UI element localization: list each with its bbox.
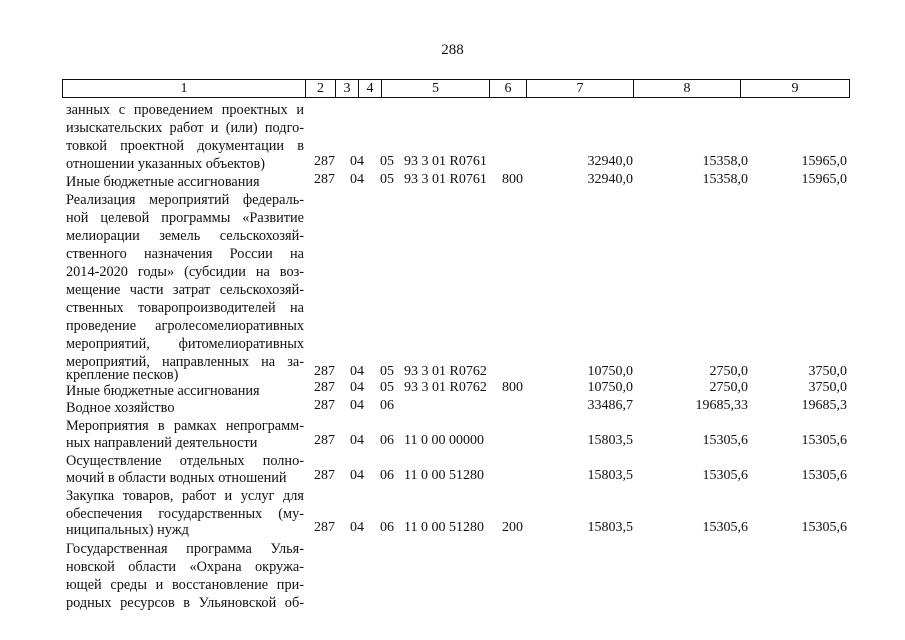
row-code-c2: 287 <box>314 172 335 187</box>
description-line: мероприятий, фитомелиоративных <box>66 336 304 352</box>
row-code-c5: 11 0 00 00000 <box>404 433 484 448</box>
row-code-c2: 287 <box>314 520 335 535</box>
header-col-1: 1 <box>63 80 306 97</box>
row-amount-c9: 15965,0 <box>801 154 847 169</box>
header-col-3: 3 <box>336 80 359 97</box>
description-line: Мероприятия в рамках непрограмм- <box>66 418 304 434</box>
header-col-9: 9 <box>791 81 799 96</box>
row-code-c2: 287 <box>314 433 335 448</box>
description-line: занных с проведением проектных и <box>66 102 304 118</box>
row-code-c4: 05 <box>380 380 394 395</box>
row-code-c6: 800 <box>502 380 523 395</box>
row-amount-c7: 15803,5 <box>587 520 633 535</box>
header-col-7: 7 <box>527 80 634 97</box>
row-code-c4: 05 <box>380 364 394 379</box>
row-amount-c7: 33486,7 <box>587 398 633 413</box>
row-amount-c9: 15305,6 <box>801 468 847 483</box>
row-amount-c9: 15965,0 <box>801 172 847 187</box>
row-code-c3: 04 <box>350 172 364 187</box>
row-amount-c8: 15305,6 <box>702 468 748 483</box>
row-amount-c9: 3750,0 <box>808 380 847 395</box>
description-line: Водное хозяйство <box>66 400 175 416</box>
row-code-c2: 287 <box>314 364 335 379</box>
row-code-c3: 04 <box>350 154 364 169</box>
row-code-c5: 93 3 01 R0762 <box>404 364 487 379</box>
row-amount-c9: 3750,0 <box>808 364 847 379</box>
row-amount-c8: 2750,0 <box>709 364 748 379</box>
header-col-8: 8 <box>634 80 741 97</box>
description-line: мелиорации земель сельскохозяй- <box>66 228 304 244</box>
row-code-c5: 11 0 00 51280 <box>404 468 484 483</box>
description-line: ственных товаропроизводителей на <box>66 300 304 316</box>
description-line: ных направлений деятельности <box>66 435 258 451</box>
row-code-c4: 05 <box>380 172 394 187</box>
description-line: товкой проектной документации в <box>66 138 304 154</box>
row-amount-c7: 15803,5 <box>587 468 633 483</box>
row-code-c2: 287 <box>314 154 335 169</box>
row-amount-c7: 10750,0 <box>587 364 633 379</box>
row-amount-c9: 15305,6 <box>801 520 847 535</box>
description-line: новской области «Охрана окружа- <box>66 559 304 575</box>
page-number: 288 <box>441 42 464 58</box>
description-line: изыскательских работ и (или) подго- <box>66 120 304 136</box>
description-line: Осуществление отдельных полно- <box>66 453 304 469</box>
row-code-c6: 800 <box>502 172 523 187</box>
row-amount-c8: 15305,6 <box>702 433 748 448</box>
row-code-c3: 04 <box>350 468 364 483</box>
row-code-c3: 04 <box>350 398 364 413</box>
row-code-c5: 93 3 01 R0761 <box>404 172 487 187</box>
description-line: родных ресурсов в Ульяновской об- <box>66 595 304 611</box>
description-line: Реализация мероприятий федераль- <box>66 192 304 208</box>
description-line: ниципальных) нужд <box>66 522 189 538</box>
description-line: отношении указанных объектов) <box>66 156 266 172</box>
row-amount-c7: 32940,0 <box>587 172 633 187</box>
row-code-c4: 06 <box>380 433 394 448</box>
description-line: мочий в области водных отношений <box>66 470 287 486</box>
description-line: 2014-2020 годы» (субсидии на воз- <box>66 264 304 280</box>
row-amount-c9: 15305,6 <box>801 433 847 448</box>
row-amount-c7: 32940,0 <box>587 154 633 169</box>
description-line: мероприятий, направленных на за- <box>66 354 304 370</box>
row-code-c6: 200 <box>502 520 523 535</box>
row-code-c4: 06 <box>380 468 394 483</box>
row-code-c3: 04 <box>350 433 364 448</box>
description-line: ственного назначения России на <box>66 246 304 262</box>
header-col-4: 4 <box>359 80 382 97</box>
row-code-c3: 04 <box>350 520 364 535</box>
header-col-5: 5 <box>382 80 490 97</box>
row-amount-c8: 15358,0 <box>702 154 748 169</box>
row-amount-c8: 15305,6 <box>702 520 748 535</box>
row-amount-c7: 10750,0 <box>587 380 633 395</box>
row-code-c5: 93 3 01 R0761 <box>404 154 487 169</box>
description-line: ющей среды и восстановление при- <box>66 577 304 593</box>
description-line: обеспечения государственных (му- <box>66 506 304 522</box>
row-code-c2: 287 <box>314 380 335 395</box>
description-line: Закупка товаров, работ и услуг для <box>66 488 304 504</box>
row-code-c2: 287 <box>314 398 335 413</box>
row-code-c5: 11 0 00 51280 <box>404 520 484 535</box>
row-amount-c8: 2750,0 <box>709 380 748 395</box>
row-code-c5: 93 3 01 R0762 <box>404 380 487 395</box>
description-line: мещение части затрат сельскохозяй- <box>66 282 304 298</box>
header-col-2: 2 <box>306 80 336 97</box>
row-amount-c9: 19685,3 <box>801 398 847 413</box>
description-line: ной целевой программы «Развитие <box>66 210 304 226</box>
row-code-c4: 05 <box>380 154 394 169</box>
table-header <box>62 79 850 98</box>
row-amount-c8: 15358,0 <box>702 172 748 187</box>
row-code-c3: 04 <box>350 364 364 379</box>
description-line: проведение агролесомелиоративных <box>66 318 304 334</box>
row-code-c3: 04 <box>350 380 364 395</box>
row-amount-c7: 15803,5 <box>587 433 633 448</box>
row-code-c4: 06 <box>380 520 394 535</box>
description-line: Иные бюджетные ассигнования <box>66 174 260 190</box>
row-amount-c8: 19685,33 <box>695 398 748 413</box>
description-line: Государственная программа Улья- <box>66 541 304 557</box>
row-code-c2: 287 <box>314 468 335 483</box>
header-col-6: 6 <box>490 80 527 97</box>
description-line: Иные бюджетные ассигнования <box>66 383 260 399</box>
description-line: крепление песков) <box>66 367 179 383</box>
row-code-c4: 06 <box>380 398 394 413</box>
